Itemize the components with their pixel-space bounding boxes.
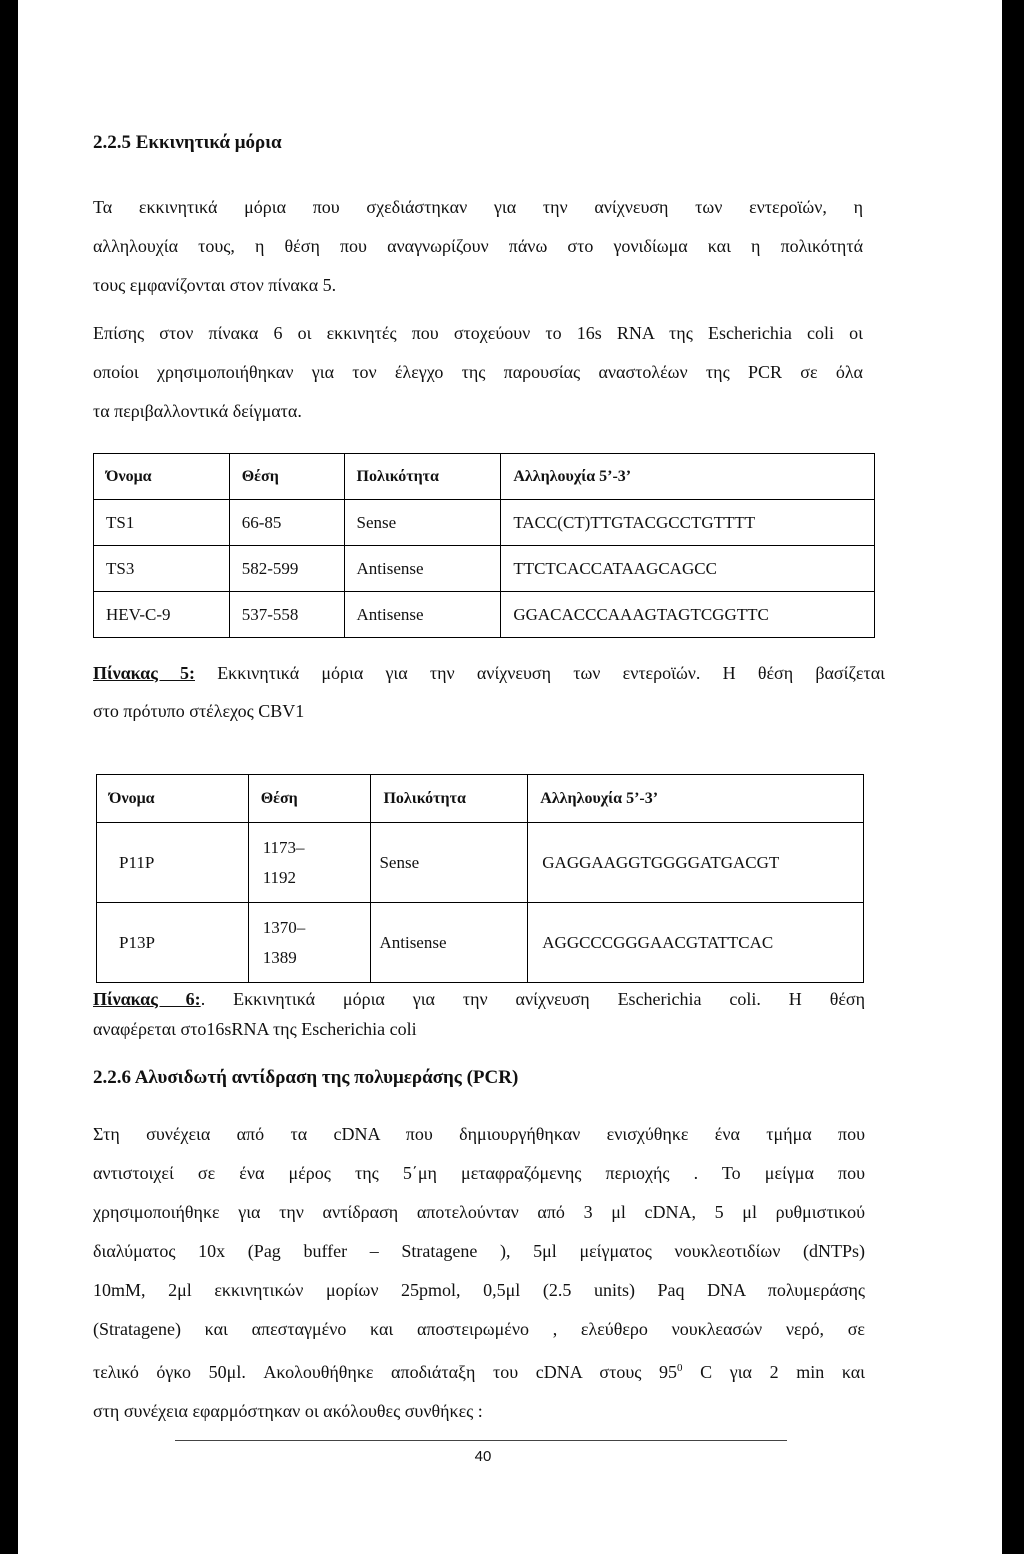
paragraph-line: στη συνέχεια εφαρμόστηκαν οι ακόλουθες συνθήκες :: [93, 1401, 483, 1421]
cell-sequence: GGACACCCAAAGTAGTCGGTTC: [501, 592, 875, 638]
paragraph-line: οποίοι χρησιμοποιήθηκαν για τον έλεγχο της παρουσίας αναστολέων της PCR σε όλα: [93, 362, 863, 382]
cell-position: 537-558: [229, 592, 344, 638]
cell-sequence: TACC(CT)TTGTACGCCTGTTTT: [501, 500, 875, 546]
table-6-ecoli-primers: [96, 774, 864, 983]
cell-position: [248, 823, 371, 903]
column-header-sequence: Αλληλουχία 5’-3’: [528, 775, 864, 823]
cell-name: TS1: [94, 500, 230, 546]
table-5-enterovirus-primers: [93, 453, 875, 638]
caption-label: Πίνακας 6:: [93, 989, 201, 1009]
line-text: τελικό όγκο 50μl. Ακολουθήθηκε αποδιάταξη του cDNA στους 95: [93, 1362, 678, 1382]
column-header-position: Θέση: [229, 454, 344, 500]
cell-name: P11P: [97, 823, 249, 903]
column-header-polarity: Πολικότητα: [371, 775, 528, 823]
section-heading-2-2-6: 2.2.6 Αλυσιδωτή αντίδραση της πολυμεράσης (PCR): [93, 1067, 519, 1088]
paragraph-line: χρησιμοποιήθηκε για την αντίδραση αποτελούνταν από 3 μl cDNA, 5 μl ρυθμιστικού: [93, 1202, 865, 1222]
line-text: C για 2 min και: [682, 1362, 866, 1382]
page-number: 40: [474, 1448, 492, 1465]
position-start: 1370–: [262, 917, 306, 937]
cell-sequence: AGGCCCGGGAACGTATTCAC: [528, 903, 864, 983]
paragraph-line: [93, 1349, 865, 1392]
paragraph-line: (Stratagene) και απεσταγμένο και αποστειρωμένο , ελεύθερο νουκλεασών νερό, σε: [93, 1319, 865, 1339]
paragraph-line: αλληλουχία τους, η θέση που αναγνωρίζουν πάνω στο γονιδίωμα και η πολικότητά: [93, 236, 863, 256]
cell-polarity: Antisense: [371, 903, 528, 983]
table-row: [97, 823, 864, 903]
degree-superscript: 0: [677, 1362, 683, 1374]
caption-line: [93, 654, 885, 692]
section-heading-2-2-5: 2.2.5 Εκκινητικά μόρια: [93, 132, 282, 153]
cell-polarity: Antisense: [344, 592, 501, 638]
caption-line: στο πρότυπο στέλεχος CBV1: [93, 701, 305, 721]
paragraph-line: Τα εκκινητικά μόρια που σχεδιάστηκαν για την ανίχνευση των εντεροϊών, η: [93, 197, 863, 217]
paragraph-line: 10mM, 2μl εκκινητικών μορίων 25pmol, 0,5μl (2.5 units) Paq DNA πολυμεράσης: [93, 1280, 865, 1300]
table-5-caption: [93, 654, 885, 730]
cell-position: 66-85: [229, 500, 344, 546]
footer-rule: [175, 1440, 787, 1441]
cell-sequence: TTCTCACCATAAGCAGCC: [501, 546, 875, 592]
paragraph-ecoli-primers: [93, 314, 863, 431]
paragraph-line: Στη συνέχεια από τα cDNA που δημιουργήθηκαν ενισχύθηκε ένα τμήμα που: [93, 1124, 865, 1144]
table-6-caption: [93, 984, 865, 1044]
column-header-name: Όνομα: [94, 454, 230, 500]
table-row: [94, 592, 875, 638]
caption-line: αναφέρεται στο16sRNA της Escherichia coli: [93, 1019, 417, 1039]
paragraph-line: τους εμφανίζονται στον πίνακα 5.: [93, 275, 337, 295]
caption-line: [93, 984, 865, 1014]
cell-position: 582-599: [229, 546, 344, 592]
cell-name: TS3: [94, 546, 230, 592]
table-header-row: [97, 775, 864, 823]
column-header-name: Όνομα: [97, 775, 249, 823]
column-header-position: Θέση: [248, 775, 371, 823]
paragraph-line: τα περιβαλλοντικά δείγματα.: [93, 401, 302, 421]
cell-polarity: Sense: [371, 823, 528, 903]
cell-position: [248, 903, 371, 983]
cell-polarity: Antisense: [344, 546, 501, 592]
cell-polarity: Sense: [344, 500, 501, 546]
paragraph-pcr-method: [93, 1115, 865, 1431]
table-row: [94, 546, 875, 592]
table-row: [97, 903, 864, 983]
table-row: [94, 500, 875, 546]
position-end: 1192: [262, 867, 297, 887]
caption-text: Εκκινητικά μόρια για την ανίχνευση των εντεροϊών. Η θέση βασίζεται: [194, 663, 885, 683]
table-header-row: [94, 454, 875, 500]
paragraph-line: αντιστοιχεί σε ένα μέρος της 5΄μη μεταφραζόμενης περιοχής . Το μείγμα που: [93, 1163, 865, 1183]
column-header-sequence: Αλληλουχία 5’-3’: [501, 454, 875, 500]
caption-label: Πίνακας 5:: [93, 663, 195, 683]
cell-name: P13P: [97, 903, 249, 983]
paragraph-line: διαλύματος 10x (Pag buffer – Stratagene ), 5μl μείγματος νουκλεοτιδίων (dNTPs): [93, 1241, 865, 1261]
caption-text: . Εκκινητικά μόρια για την ανίχνευση Escherichia coli. Η θέση: [200, 989, 865, 1009]
column-header-polarity: Πολικότητα: [344, 454, 501, 500]
position-end: 1389: [262, 947, 297, 967]
position-start: 1173–: [262, 837, 305, 857]
paragraph-line: Επίσης στον πίνακα 6 οι εκκινητές που στοχεύουν το 16s RNA της Escherichia coli οι: [93, 323, 863, 343]
document-page: [18, 0, 1002, 1554]
cell-name: HEV-C-9: [94, 592, 230, 638]
paragraph-primers-intro: [93, 188, 863, 305]
cell-sequence: GAGGAAGGTGGGGATGACGT: [528, 823, 864, 903]
